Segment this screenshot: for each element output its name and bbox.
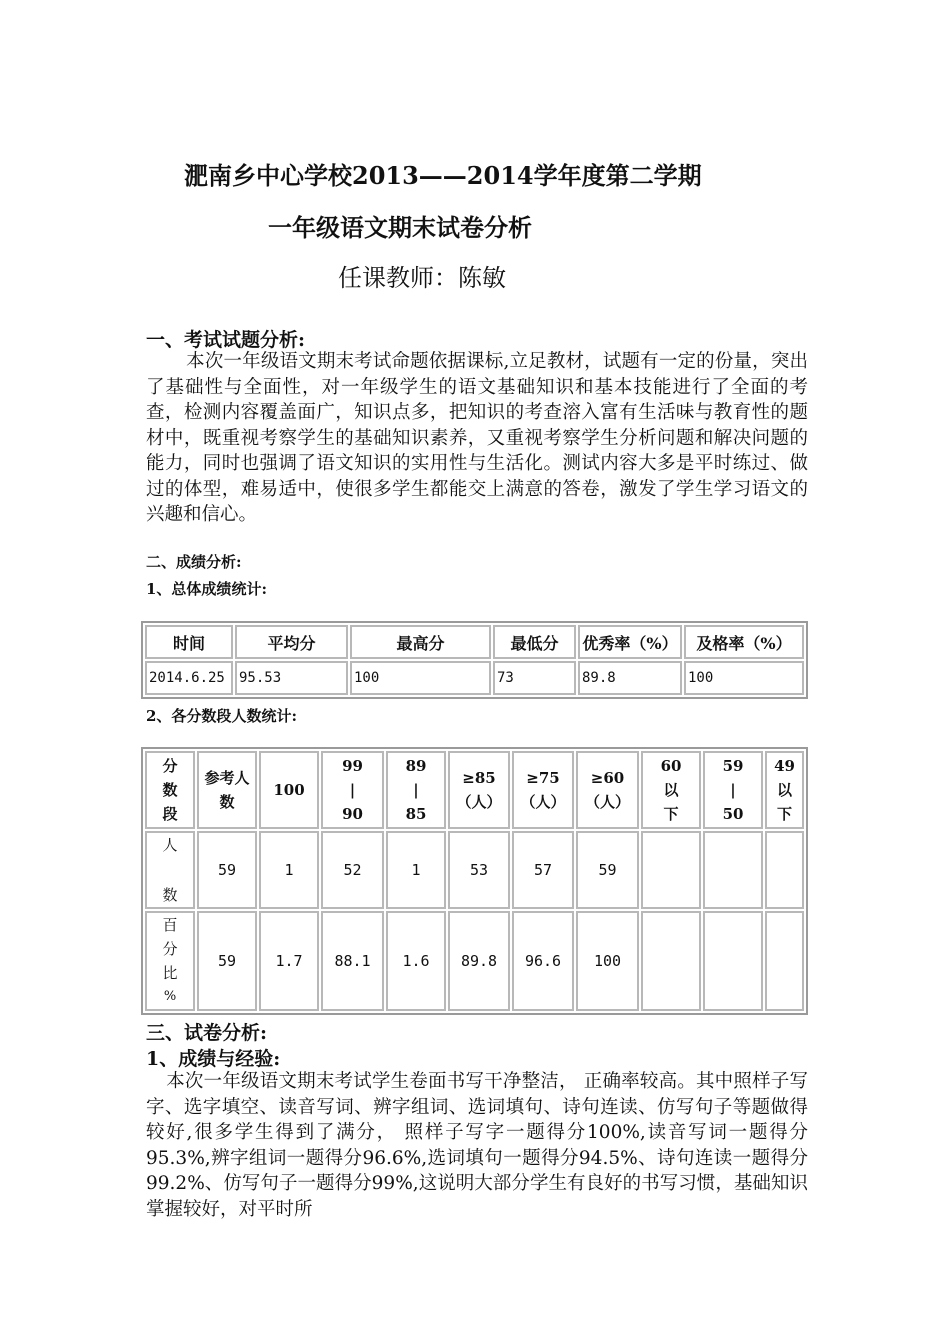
table-header-cell bbox=[259, 751, 319, 829]
row-label-cell bbox=[145, 911, 195, 1011]
section3-paragraph-text: 本次一年级语文期末考试学生卷面书写干净整洁， 正确率较高。其中照样子写字、选字填空、读音写词、辨字组词、选词填句、诗句连读、仿写句子等题做得较好,很多学生得到了满分， 照样子写字一题得分100%,读音写词一题得分95.3%,辨字组词一题得分96.6%,选词填句一题得分94.5%、诗句连读一题得分99.2%、仿写句子一题得分99%,这说明大部分学生有良好的书写习惯，基础知识掌握较好，对平时所 bbox=[146, 1071, 808, 1220]
table-cell: 57 bbox=[512, 831, 574, 909]
header-text-line: | bbox=[349, 781, 356, 799]
table-cell: 59 bbox=[197, 911, 257, 1011]
header-text-line: （人） bbox=[584, 793, 630, 811]
table-cell: 100 bbox=[576, 911, 639, 1011]
header-text-line: 分 bbox=[162, 757, 178, 775]
header-text-line: ≥60 bbox=[590, 769, 625, 787]
header-text-line: （人） bbox=[520, 793, 566, 811]
table-cell: 88.1 bbox=[321, 911, 384, 1011]
header-text-line: 数 bbox=[162, 781, 178, 799]
section1-paragraph bbox=[146, 349, 808, 528]
table-header-cell bbox=[386, 751, 446, 829]
table-header-cell: 优秀率（%） bbox=[578, 625, 682, 659]
header-text-line: 以 bbox=[663, 781, 679, 799]
table-cell: 100 bbox=[350, 661, 491, 695]
header-text-line: 59 bbox=[722, 757, 744, 775]
table-cell: 95.53 bbox=[235, 661, 348, 695]
row-label-spacer bbox=[149, 857, 191, 883]
table-cell bbox=[703, 831, 763, 909]
doc-title-line1: 淝南乡中心学校2013——2014学年度第二学期 bbox=[184, 161, 702, 190]
table-row bbox=[145, 661, 804, 695]
header-text-line: | bbox=[730, 781, 736, 799]
header-text-line: 参考人 bbox=[204, 769, 250, 787]
section2-sub1-heading: 1、总体成绩统计: bbox=[146, 580, 267, 598]
doc-title-line2: 一年级语文期末试卷分析 bbox=[268, 213, 532, 242]
header-text-line: 100 bbox=[273, 781, 305, 799]
table-header-cell bbox=[512, 751, 574, 829]
table-header-cell: 最低分 bbox=[493, 625, 576, 659]
header-text-line: 99 bbox=[342, 757, 363, 775]
table-cell bbox=[641, 911, 701, 1011]
table-row bbox=[145, 911, 804, 1011]
table-cell: 89.8 bbox=[578, 661, 682, 695]
header-text-line: 60 bbox=[660, 757, 682, 775]
header-text-line: 90 bbox=[342, 805, 363, 823]
section3-heading: 三、试卷分析: bbox=[146, 1022, 268, 1044]
teacher-name: 任课教师：陈敏 bbox=[338, 264, 506, 292]
header-text-line: ≥85 bbox=[462, 769, 496, 787]
table-cell: 2014.6.25 bbox=[145, 661, 233, 695]
section1-heading: 一、考试试题分析: bbox=[146, 329, 306, 351]
table-cell: 1.7 bbox=[259, 911, 319, 1011]
table-header-row bbox=[145, 625, 804, 659]
score-band-table bbox=[141, 747, 808, 1015]
section1-paragraph-text: 本次一年级语文期末考试命题依据课标,立足教材，试题有一定的份量，突出了基础性与全面性，对一年级学生的语文基础知识和基本技能进行了全面的考查，检测内容覆盖面广，知识点多，把知识的考查溶入富有生活味与教育性的题材中，既重视考察学生的基础知识素养，又重视考察学生分析问题和解决问题的能力，同时也强调了语文知识的实用性与生活化。测试内容大多是平时练过、做过的体型，难易适中，使很多学生都能交上满意的答卷，激发了学生学习语文的兴趣和信心。 bbox=[146, 351, 808, 525]
table-header-cell bbox=[197, 751, 257, 829]
header-text-line: 下 bbox=[776, 805, 792, 823]
table-cell: 89.8 bbox=[448, 911, 510, 1011]
table-header-cell bbox=[703, 751, 763, 829]
table-cell: 59 bbox=[576, 831, 639, 909]
table-header-row bbox=[145, 751, 804, 829]
table-cell: 52 bbox=[321, 831, 384, 909]
table-cell bbox=[765, 831, 804, 909]
table-header-cell bbox=[145, 751, 195, 829]
table-row bbox=[145, 831, 804, 909]
row-label-line: 百 bbox=[162, 916, 178, 934]
table-cell: 96.6 bbox=[512, 911, 574, 1011]
header-text-line: 50 bbox=[722, 805, 744, 823]
table-header-cell bbox=[765, 751, 804, 829]
header-text-line: 85 bbox=[405, 805, 427, 823]
table-header-cell: 平均分 bbox=[235, 625, 348, 659]
table-header-cell: 时间 bbox=[145, 625, 233, 659]
table-cell bbox=[703, 911, 763, 1011]
section3-paragraph bbox=[146, 1069, 808, 1222]
header-text-line: （人） bbox=[456, 793, 502, 811]
header-text-line: 89 bbox=[405, 757, 427, 775]
header-text-line: 49 bbox=[774, 757, 795, 775]
row-label-cell bbox=[145, 831, 195, 909]
table-cell: 1.6 bbox=[386, 911, 446, 1011]
section3-sub1-heading: 1、成绩与经验: bbox=[146, 1048, 281, 1070]
row-label-line: % bbox=[163, 989, 177, 1004]
table-header-cell: 最高分 bbox=[350, 625, 491, 659]
section2-sub2-heading: 2、各分数段人数统计: bbox=[146, 707, 297, 725]
table-cell bbox=[765, 911, 804, 1011]
table-header-cell bbox=[576, 751, 639, 829]
header-text-line: 段 bbox=[162, 805, 178, 823]
table-header-cell: 及格率（%） bbox=[684, 625, 804, 659]
header-text-line: ≥75 bbox=[526, 769, 560, 787]
table-cell: 1 bbox=[259, 831, 319, 909]
row-label-line: 数 bbox=[162, 886, 178, 904]
table-cell: 73 bbox=[493, 661, 576, 695]
table-cell: 53 bbox=[448, 831, 510, 909]
header-text-line: 以 bbox=[776, 781, 792, 799]
table-header-cell bbox=[641, 751, 701, 829]
section2-heading: 二、成绩分析: bbox=[146, 553, 242, 571]
row-label-line: 比 bbox=[162, 964, 178, 982]
overall-score-table bbox=[141, 621, 808, 699]
header-text-line: 数 bbox=[219, 793, 235, 811]
row-label-line: 分 bbox=[162, 940, 178, 958]
table-header-cell bbox=[321, 751, 384, 829]
header-text-line: | bbox=[413, 781, 419, 799]
row-label-line: 人 bbox=[162, 836, 178, 854]
table-cell: 59 bbox=[197, 831, 257, 909]
table-cell: 1 bbox=[386, 831, 446, 909]
table-header-cell bbox=[448, 751, 510, 829]
header-text-line: 下 bbox=[663, 805, 679, 823]
table-cell: 100 bbox=[684, 661, 804, 695]
table-cell bbox=[641, 831, 701, 909]
